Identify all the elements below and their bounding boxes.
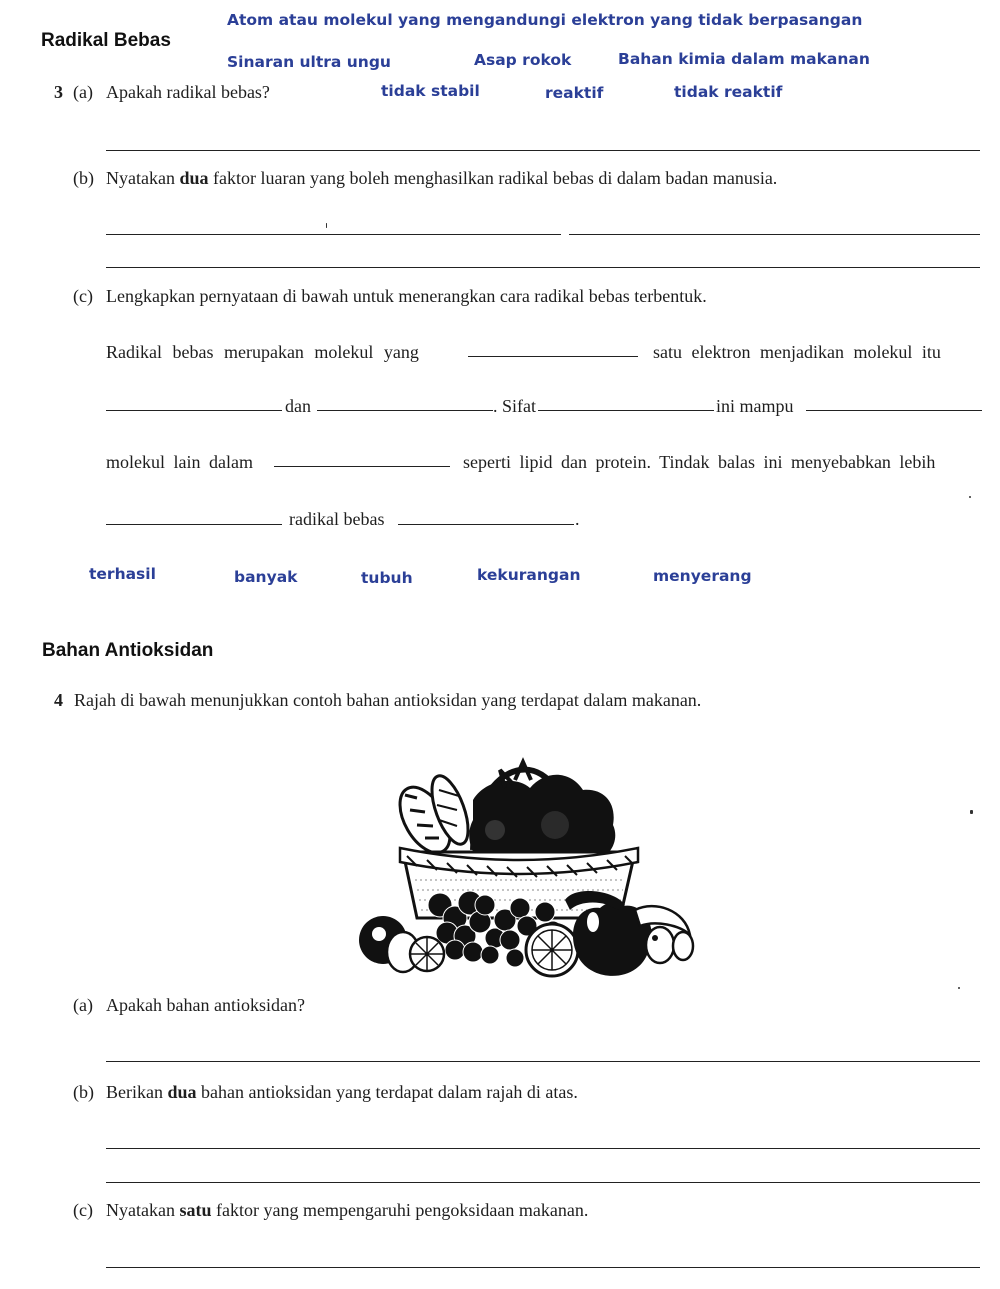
q3c-line4-end: . — [575, 509, 580, 529]
q3b-text-pre: Nyatakan — [106, 168, 180, 188]
orange-slice-icon — [526, 924, 578, 976]
q4b-text-pre: Berikan — [106, 1082, 168, 1102]
q4b-answer-line-1[interactable] — [106, 1148, 980, 1149]
q4c-text-bold: satu — [179, 1200, 212, 1220]
q4c-text-post: faktor yang mempengaruhi pengoksidaan makanan. — [211, 1200, 589, 1220]
chip-tidak-reaktif[interactable]: tidak reaktif — [674, 83, 783, 101]
scan-speck — [970, 810, 973, 814]
q3c-line1-end: satu elektron menjadikan molekul itu — [653, 342, 941, 362]
question-number-3: 3 — [54, 82, 63, 102]
chip-banyak[interactable]: banyak — [234, 568, 298, 586]
chip-definition[interactable]: Atom atau molekul yang mengandungi elektron yang tidak berpasangan — [227, 11, 863, 29]
scan-speck — [326, 223, 327, 228]
apple-icon — [565, 891, 652, 976]
q4b-label: (b) — [73, 1082, 94, 1102]
q3b-text — [106, 168, 777, 189]
q3a-label: (a) — [73, 82, 93, 102]
q3c-line1-start: Radikal bebas merupakan molekul yang — [106, 342, 419, 362]
q3c-blank-7[interactable] — [106, 524, 282, 525]
question-number-4: 4 — [54, 690, 63, 710]
q4b-text-post: bahan antioksidan yang terdapat dalam rajah di atas. — [196, 1082, 578, 1102]
q3b-text-post: faktor luaran yang boleh menghasilkan radikal bebas di dalam badan manusia. — [208, 168, 778, 188]
chip-menyerang[interactable]: menyerang — [653, 567, 752, 585]
q3b-answer-line-2[interactable] — [106, 267, 980, 268]
section-title-radikal-bebas: Radikal Bebas — [41, 30, 171, 51]
chip-tubuh[interactable]: tubuh — [361, 569, 413, 587]
q3c-line3-start: molekul lain dalam — [106, 452, 253, 472]
q4b-answer-line-2[interactable] — [106, 1182, 980, 1183]
scan-speck — [969, 496, 971, 498]
chip-sinaran-ultra-ungu[interactable]: Sinaran ultra ungu — [227, 53, 391, 71]
section-title-bahan-antioksidan: Bahan Antioksidan — [42, 640, 214, 661]
q4a-label: (a) — [73, 995, 93, 1015]
q4a-answer-line[interactable] — [106, 1061, 980, 1062]
chip-tidak-stabil[interactable]: tidak stabil — [381, 82, 480, 100]
chip-asap-rokok[interactable]: Asap rokok — [474, 51, 572, 69]
q4c-answer-line[interactable] — [106, 1267, 980, 1268]
q3c-blank-5[interactable] — [806, 410, 982, 411]
q4c-text-pre: Nyatakan — [106, 1200, 180, 1220]
fruit-basket-illustration — [355, 740, 700, 985]
q4c-text — [106, 1200, 588, 1221]
q3c-instruction: Lengkapkan pernyataan di bawah untuk menerangkan cara radikal bebas terbentuk. — [106, 286, 707, 306]
q3c-blank-8[interactable] — [398, 524, 574, 525]
q3c-blank-4[interactable] — [538, 410, 714, 411]
q3c-line2-sifat: . Sifat — [493, 396, 536, 416]
q3a-text: Apakah radikal bebas? — [106, 82, 270, 102]
q3c-line4-mid: radikal bebas — [289, 509, 385, 529]
q3c-line2-dan: dan — [285, 396, 311, 416]
q3b-answer-line-1b[interactable] — [569, 234, 980, 235]
q3c-blank-1[interactable] — [468, 356, 638, 357]
q3c-blank-3[interactable] — [317, 410, 493, 411]
q3b-text-bold: dua — [179, 168, 209, 188]
q3b-answer-line-1a[interactable] — [106, 234, 561, 235]
q3c-label: (c) — [73, 286, 93, 306]
chip-terhasil[interactable]: terhasil — [89, 565, 156, 583]
fruit-left-icon — [359, 916, 444, 972]
q3c-blank-2[interactable] — [106, 410, 282, 411]
chip-kekurangan[interactable]: kekurangan — [477, 566, 581, 584]
q4-stem: Rajah di bawah menunjukkan contoh bahan antioksidan yang terdapat dalam makanan. — [74, 690, 702, 710]
q4a-text: Apakah bahan antioksidan? — [106, 995, 305, 1015]
q4c-label: (c) — [73, 1200, 93, 1220]
q3a-answer-line[interactable] — [106, 150, 980, 151]
chip-bahan-kimia[interactable]: Bahan kimia dalam makanan — [618, 50, 870, 68]
q3b-label: (b) — [73, 168, 94, 188]
q4b-text-bold: dua — [167, 1082, 197, 1102]
chip-reaktif[interactable]: reaktif — [545, 84, 604, 102]
q3c-line3-end: seperti lipid dan protein. Tindak balas ini menyebabkan lebih — [463, 452, 936, 472]
q4b-text — [106, 1082, 578, 1103]
scan-speck — [958, 987, 960, 989]
q3c-blank-6[interactable] — [274, 466, 450, 467]
q3c-line2-mampu: ini mampu — [716, 396, 794, 416]
